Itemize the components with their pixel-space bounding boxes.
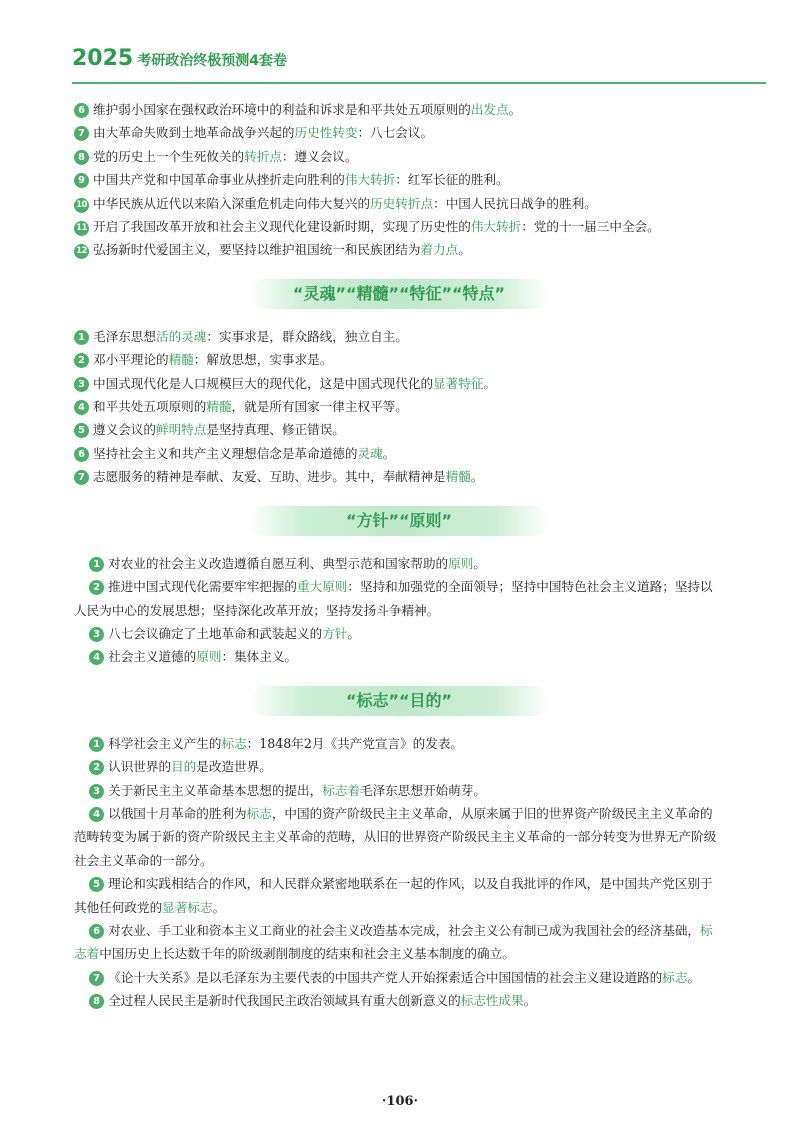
- highlight-term: 标志: [662, 969, 688, 985]
- highlight-term: 精髓: [206, 399, 232, 415]
- item-text: 科学社会主义产生的: [108, 735, 222, 751]
- item-text: 由大革命失败到土地革命战争兴起的: [93, 125, 295, 141]
- item-number-badge: 2: [89, 760, 104, 775]
- section-banner: [74, 675, 724, 727]
- item-text: 。: [347, 625, 360, 641]
- item-text: 全过程人民民主是新时代我国民主政治领域具有重大创新意义的: [108, 993, 461, 1009]
- list-item: [74, 779, 724, 802]
- item-number-badge: 5: [74, 423, 89, 438]
- list-item: [74, 238, 724, 261]
- list-item: [74, 622, 724, 645]
- item-number-badge: 1: [89, 737, 104, 752]
- item-number-badge: 7: [74, 470, 89, 485]
- list-item: [74, 145, 724, 168]
- highlight-term: 伟大转折: [344, 172, 396, 188]
- item-text: ：集体主义。: [221, 649, 298, 665]
- item-number-badge: 7: [89, 971, 104, 986]
- item-text: 。: [458, 242, 471, 258]
- item-text: 。: [508, 102, 522, 117]
- item-text: 《论十大关系》是以毛泽东为主要代表的中国共产党人开始探索适合中国国情的社会主义建设道路的: [108, 969, 663, 985]
- list-item: [74, 418, 724, 441]
- highlight-term: 显著标志: [162, 899, 213, 915]
- item-text: ：实事求是，群众路线，独立自主。: [206, 328, 408, 344]
- item-number-badge: 2: [74, 353, 89, 368]
- item-text: 。: [523, 993, 537, 1009]
- list-item: [74, 168, 724, 191]
- item-number-badge: 8: [74, 150, 89, 165]
- highlight-term: 标志着: [74, 922, 713, 962]
- item-text: ，中国的资产阶级民主主义革命，从原来属于旧的世界资产阶级民主主义革命的范畴转变为属于新的资产阶级民主主义革命的范畴，从旧的世界资产阶级民主主义革命的一部分转变为世界无产阶级社会主义革命的一部分。: [74, 805, 717, 868]
- section-title: “灵魂”“精髓”“特征”“特点”: [249, 279, 549, 309]
- list-item: [74, 989, 724, 1012]
- highlight-term: 着力点: [420, 242, 459, 258]
- list-item: [74, 192, 724, 215]
- item-text: 中国共产党和中国革命事业从挫折走向胜利的: [93, 172, 345, 188]
- list-item: [74, 552, 724, 575]
- highlight-term: 精髓: [168, 352, 194, 368]
- item-text: ：中国人民抗日战争的胜利。: [433, 195, 597, 211]
- item-text: ：遵义会议。: [281, 148, 358, 164]
- item-text: 。: [382, 445, 396, 461]
- item-number-badge: 2: [89, 580, 104, 595]
- item-text: 推进中国式现代化需要牢牢把握的: [108, 579, 298, 595]
- item-text: ：八七会议。: [357, 125, 434, 141]
- item-text: 维护弱小国家在强权政治环境中的利益和诉求是和平共处五项原则的: [93, 102, 471, 117]
- list-item: [74, 395, 724, 418]
- highlight-term: 伟大转折: [470, 219, 522, 235]
- highlight-term: 显著特征: [433, 375, 484, 391]
- item-number-badge: 4: [89, 807, 104, 822]
- item-number-badge: 3: [74, 377, 89, 392]
- item-text: 中国历史上长达数千年的阶级剥削制度的结束和社会主义基本制度的确立。: [99, 946, 515, 962]
- item-text: 以俄国十月革命的胜利为: [108, 805, 247, 821]
- item-text: 理论和实践相结合的作风，和人民群众紧密地联系在一起的作风，以及自我批评的作风，是中国共产党区别于其他任何政党的: [74, 876, 713, 915]
- item-text: 认识世界的: [108, 759, 172, 775]
- item-number-badge: 12: [74, 244, 89, 259]
- item-text: 志愿服务的精神是奉献、友爱、互助、进步。其中，奉献精神是: [93, 469, 446, 485]
- list-item: [74, 98, 724, 121]
- list-item: [74, 465, 724, 488]
- item-number-badge: 4: [89, 650, 104, 665]
- list-item: [74, 325, 724, 348]
- highlight-term: 原则: [196, 649, 222, 665]
- item-number-badge: 10: [74, 198, 89, 213]
- header-rule: [72, 82, 766, 84]
- header-title: 考研政治终极预测4套卷: [137, 53, 287, 69]
- item-text: 中国式现代化是人口规模巨大的现代化，这是中国式现代化的: [93, 375, 434, 391]
- running-header: [72, 46, 287, 71]
- item-text: ：坚持和加强党的全面领导；坚持中国特色社会主义道路；坚持以人民为中心的发展思想；坚持深化改革开放；坚持发扬斗争精神。: [74, 579, 713, 618]
- list-item: [74, 372, 724, 395]
- highlight-term: 标志性成果: [460, 993, 524, 1009]
- item-text: 毛泽东思想开始萌芽。: [359, 782, 486, 798]
- item-number-badge: 6: [74, 103, 89, 118]
- item-text: 邓小平理论的: [93, 352, 169, 368]
- item-text: 。: [483, 375, 496, 391]
- item-number-badge: 9: [74, 173, 89, 188]
- item-number-badge: 3: [89, 627, 104, 642]
- item-text: 对农业、手工业和资本主义工商业的社会主义改造基本完成，社会主义公有制已成为我国社会的经济基础，: [108, 922, 701, 938]
- list-item: [74, 575, 724, 622]
- item-number-badge: 11: [74, 221, 89, 236]
- section-banner: [74, 495, 724, 547]
- item-text: 八七会议确定了土地革命和武装起义的: [108, 625, 323, 641]
- item-number-badge: 1: [74, 330, 89, 345]
- item-text: 社会主义道德的: [108, 649, 197, 665]
- item-text: 毛泽东思想: [93, 328, 156, 344]
- item-number-badge: 4: [74, 400, 89, 415]
- item-number-badge: 8: [89, 994, 104, 1009]
- list-item: [74, 121, 724, 144]
- item-text: 。: [473, 555, 486, 571]
- highlight-term: 标志: [246, 805, 272, 821]
- highlight-term: 历史性转变: [294, 125, 358, 141]
- item-number-badge: 3: [89, 784, 104, 799]
- item-number-badge: 1: [89, 557, 104, 572]
- highlight-term: 原则: [448, 555, 474, 571]
- list-item: [74, 645, 724, 668]
- section-title: “方针”“原则”: [249, 506, 549, 536]
- item-text: 和平共处五项原则的: [93, 399, 207, 415]
- highlight-term: 活的灵魂: [155, 328, 207, 344]
- section-banner: [74, 268, 724, 320]
- item-number-badge: 7: [74, 126, 89, 141]
- item-text: 开启了我国改革开放和社会主义现代化建设新时期，实现了历史性的: [93, 219, 471, 235]
- highlight-term: 鲜明特点: [155, 422, 207, 438]
- item-number-badge: 5: [89, 877, 104, 892]
- list-item: [74, 966, 724, 989]
- list-item: [74, 215, 724, 238]
- section-title: “标志”“目的”: [249, 686, 549, 716]
- item-text: ：解放思想，实事求是。: [193, 352, 333, 368]
- list-item: [74, 755, 724, 778]
- highlight-term: 标志着: [322, 782, 360, 798]
- item-text: ，就是所有国家一律主权平等。: [231, 399, 408, 415]
- highlight-term: 精髓: [445, 469, 471, 485]
- item-text: 坚持社会主义和共产主义理想信念是革命道德的: [93, 445, 358, 461]
- item-number-badge: 6: [89, 924, 104, 939]
- list-item: [74, 919, 724, 966]
- item-text: 遵义会议的: [93, 422, 156, 438]
- item-text: 是改造世界。: [196, 759, 272, 775]
- list-item: [74, 732, 724, 755]
- item-number-badge: 6: [74, 447, 89, 462]
- list-item: [74, 872, 724, 919]
- highlight-term: 目的: [171, 759, 197, 775]
- highlight-term: 出发点: [470, 102, 509, 117]
- list-item: [74, 802, 724, 872]
- item-text: 中华民族从近代以来陷入深重危机走向伟大复兴的: [93, 195, 371, 211]
- header-year: 2025: [72, 46, 134, 71]
- highlight-term: 标志: [221, 735, 247, 751]
- item-text: 。: [687, 969, 701, 985]
- highlight-term: 转折点: [244, 148, 282, 164]
- page-content: [74, 98, 724, 1013]
- item-text: ：党的十一届三中全会。: [521, 219, 660, 235]
- item-text: 。: [212, 899, 226, 915]
- item-text: ：红军长征的胜利。: [395, 172, 509, 188]
- item-text: 是坚持真理、修正错误。: [206, 422, 345, 438]
- item-text: 党的历史上一个生死攸关的: [93, 148, 245, 164]
- highlight-term: 历史转折点: [370, 195, 434, 211]
- item-text: 弘扬新时代爱国主义，要坚持以维护祖国统一和民族团结为: [93, 242, 421, 258]
- item-text: 关于新民主主义革命基本思想的提出，: [108, 782, 323, 798]
- list-item: [74, 442, 724, 465]
- page-number: ·106·: [381, 1094, 419, 1109]
- item-text: ：1848年2月《共产党宣言》的发表。: [246, 735, 464, 751]
- highlight-term: 灵魂: [357, 445, 383, 461]
- list-item: [74, 348, 724, 371]
- highlight-term: 方针: [322, 625, 348, 641]
- item-text: 。: [470, 469, 484, 485]
- item-text: 对农业的社会主义改造遵循自愿互利、典型示范和国家帮助的: [108, 555, 449, 571]
- highlight-term: 重大原则: [297, 579, 348, 595]
